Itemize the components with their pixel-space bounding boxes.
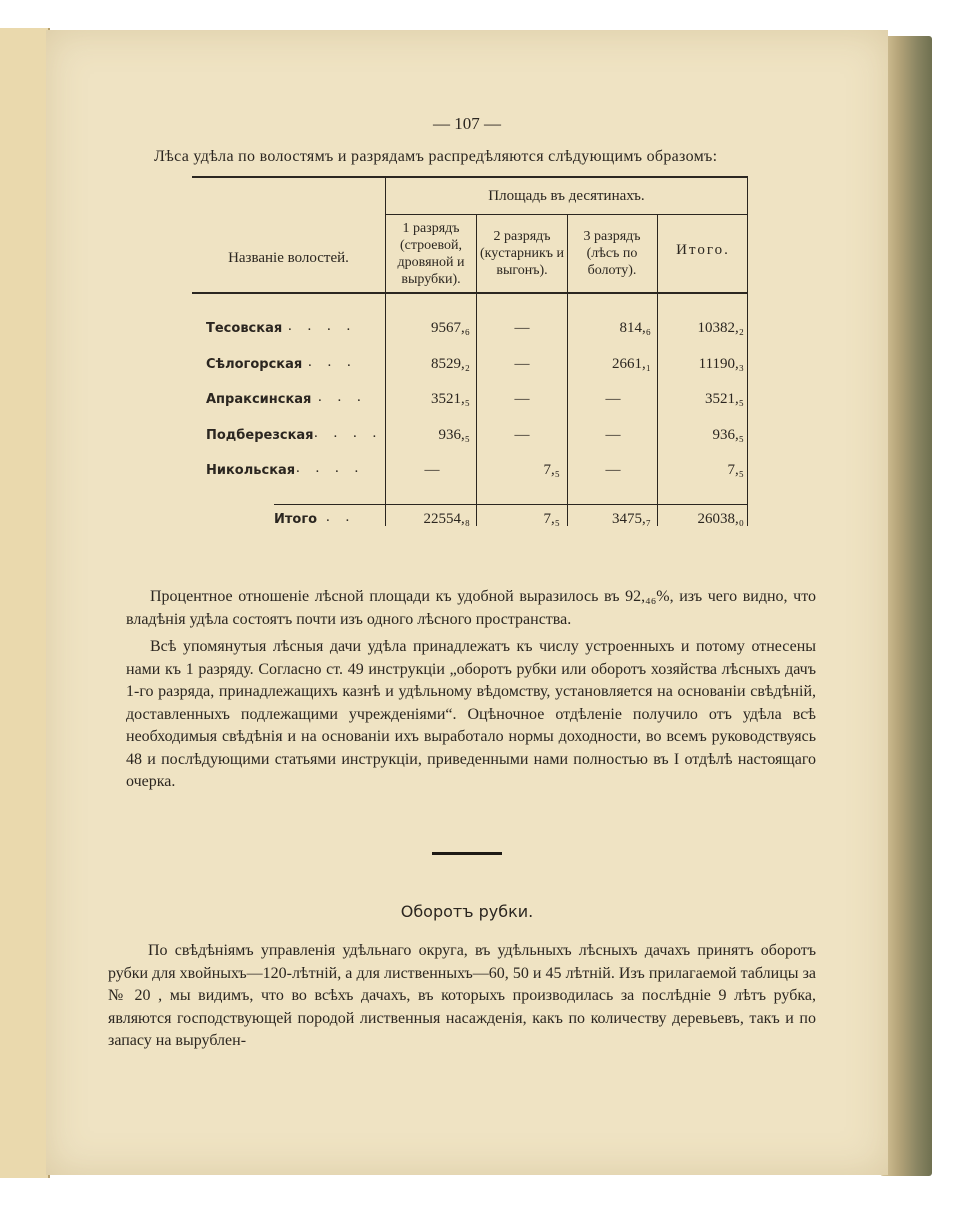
row-total: 3521,₅ [705, 391, 744, 407]
row-cat1: 8529,₂ [431, 356, 470, 372]
row-cat2: — [514, 320, 530, 336]
paragraph-categories: Всѣ упомянутыя лѣсныя дачи удѣла принадлежатъ къ числу устроенныхъ и потому отнесены нами къ 1 разряду. Согласно ст. 49 инструкціи „оборотъ рубки или оборотъ хозяйства лѣсныхъ дачъ 1-го разряда, принадлежащихъ казнѣ и удѣльному вѣдомству, установляется на основаніи свѣдѣній, доставленныхъ подлежащими учрежденіями“. Оцѣночное отдѣленіе получило отъ удѣла всѣ необходимыя свѣдѣнія и на основаніи ихъ выработало нормы доходности, во всемъ руководствуясь 48 и послѣдующими статьями инструкціи, приведенными нами полностью въ I отдѣлѣ настоящаго очерка. [126, 638, 816, 790]
col-header-cat1: 1 разрядъ (строевой, дровяной и вырубки). [397, 221, 465, 287]
facing-page-edge [0, 28, 50, 1178]
total-cat3: 3475,₇ [612, 511, 651, 527]
row-cat3: — [605, 462, 621, 478]
row-total: 936,₅ [712, 427, 744, 443]
leader-dots: . . . [318, 389, 367, 405]
section-divider [432, 852, 502, 855]
leader-dots: . . [326, 509, 356, 525]
row-cat2: — [514, 391, 530, 407]
row-total: 10382,₂ [697, 320, 744, 336]
total-row-name: Итого [274, 512, 318, 527]
leader-dots: . . . [308, 354, 357, 370]
row-cat3: — [605, 427, 621, 443]
col-header-cat2: 2 разрядъ (кустарникъ и выгонъ). [480, 229, 564, 278]
total-cat1: 22554,₈ [423, 511, 470, 527]
row-cat3: 814,₆ [619, 320, 651, 336]
row-cat2: — [514, 356, 530, 372]
row-cat2: 7,₅ [543, 462, 560, 478]
col-group-header: Площадь въ десятинахъ. [488, 188, 645, 204]
row-total: 7,₅ [727, 462, 744, 478]
col-header-cat3: 3 разрядъ (лѣсъ по болоту). [583, 229, 641, 278]
row-name: Подберезская [206, 428, 314, 443]
paragraph-rotation: По свѣдѣніямъ управленія удѣльнаго округа, въ удѣльныхъ лѣсныхъ дачахъ принятъ оборотъ рубки для хвойныхъ—120-лѣтній, а для лиственныхъ—60, 50 и 45 лѣтній. Изъ прилагаемой таблицы за № 20 , мы видимъ, что во всѣхъ дачахъ, въ которыхъ производилась за послѣдніе 9 лѣтъ рубка, являются господствующей породой лиственныя насажденія, какъ по количеству деревьевъ, такъ и по запасу на вырублен- [108, 942, 816, 1049]
row-cat3: 2661,₁ [612, 356, 651, 372]
leader-dots: . . . . [288, 318, 357, 334]
leader-dots: . . . . [296, 460, 365, 476]
row-cat1: 936,₅ [438, 427, 470, 443]
total-sum: 26038,₀ [697, 511, 744, 527]
row-cat2: — [514, 427, 530, 443]
col-header-total: Итого. [676, 242, 730, 258]
forest-area-table [192, 176, 748, 526]
row-cat1: 3521,₅ [431, 391, 470, 407]
row-name: Апраксинская [206, 392, 312, 407]
book-page [46, 30, 888, 1175]
page-number: — 107 — [433, 114, 501, 133]
row-cat3: — [605, 391, 621, 407]
row-name: Никольская [206, 463, 296, 478]
paragraph-forest-ratio: Процентное отношеніе лѣсной площади къ удобной выразилось въ 92,₄₆%, изъ чего видно, что владѣнія удѣла состоятъ почти изъ одного лѣсного пространства. [126, 588, 816, 628]
intro-text: Лѣса удѣла по волостямъ и разрядамъ распредѣляются слѣдующимъ образомъ: [154, 148, 718, 165]
row-name: Тесовская [206, 321, 283, 336]
row-cat1: 9567,₆ [431, 320, 470, 336]
row-name: Сѣлогорская [206, 357, 303, 372]
col-header-name: Названіе волостей. [228, 250, 349, 266]
row-cat1: — [424, 462, 440, 478]
total-cat2: 7,₅ [543, 511, 560, 527]
leader-dots: . . . . [314, 425, 383, 441]
row-total: 11190,₃ [698, 356, 744, 372]
section-heading: Оборотъ рубки. [400, 902, 534, 921]
